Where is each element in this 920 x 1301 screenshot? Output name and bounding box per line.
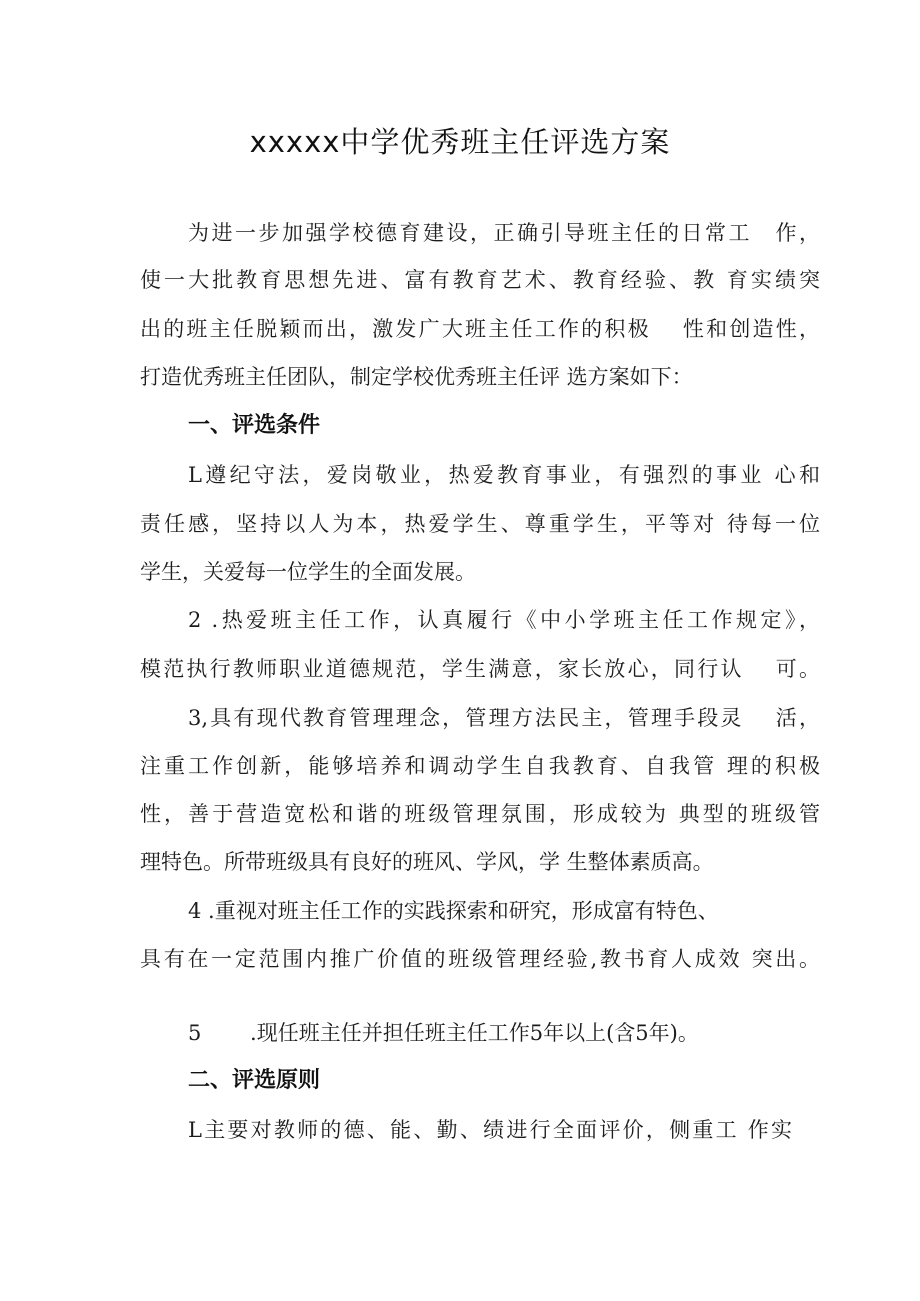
criteria-item2-line-2: 模范执行教师职业道德规范，学生满意，家长放心，同行认 可。 bbox=[140, 657, 820, 681]
principles-item1-line-1: L主要对教师的德、能、勤、绩进行全面评价，侧重工 作实 bbox=[188, 1118, 792, 1142]
section-heading-principles: 二、评选原则 bbox=[188, 1068, 321, 1093]
criteria-item3-line-3: 性，善于营造宽松和谐的班级管理氛围，形成较为 典型的班级管 bbox=[140, 802, 820, 826]
criteria-item3-line-2: 注重工作创新，能够培养和调动学生自我教育、自我管 理的积极 bbox=[140, 754, 820, 778]
criteria-item4-line-2: 具有在一定范围内推广价值的班级管理经验,教书育人成效 突出。 bbox=[140, 947, 820, 971]
criteria-item3-line-4: 理特色。所带班级具有良好的班风、学风，学 生整体素质高。 bbox=[140, 850, 714, 874]
criteria-item3-line-1: 3,具有现代教育管理理念，管理方法民主，管理手段灵 活， bbox=[188, 706, 820, 730]
document-title: xxxxx中学优秀班主任评选方案 bbox=[249, 125, 671, 159]
intro-line-2: 使一大批教育思想先进、富有教育艺术、教育经验、教 育实绩突 bbox=[140, 268, 820, 292]
criteria-item5: 5 .现任班主任并担任班主任工作5年以上(含5年)。 bbox=[188, 1021, 699, 1045]
intro-line-1: 为进一步加强学校德育建设，正确引导班主任的日常工 作， bbox=[188, 221, 820, 245]
criteria-item4-line-1: 4 .重视对班主任工作的实践探索和研究，形成富有特色、 bbox=[188, 899, 719, 923]
criteria-item1-line-2: 责任感，坚持以人为本，热爱学生、尊重学生，平等对 待每一位 bbox=[140, 512, 820, 536]
criteria-item2-line-1: 2 .热爱班主任工作，认真履行《中小学班主任工作规定》， bbox=[188, 608, 820, 632]
section-heading-criteria: 一、评选条件 bbox=[188, 413, 321, 438]
criteria-item1-line-3: 学生，关爱每一位学生的全面发展。 bbox=[140, 560, 476, 584]
criteria-item1-line-1: L遵纪守法，爱岗敬业，热爱教育事业，有强烈的事业 心和 bbox=[188, 463, 820, 487]
intro-line-3: 出的班主任脱颖而出，激发广大班主任工作的积极 性和创造性， bbox=[140, 317, 820, 341]
intro-line-4: 打造优秀班主任团队，制定学校优秀班主任评 选方案如下： bbox=[140, 365, 693, 389]
